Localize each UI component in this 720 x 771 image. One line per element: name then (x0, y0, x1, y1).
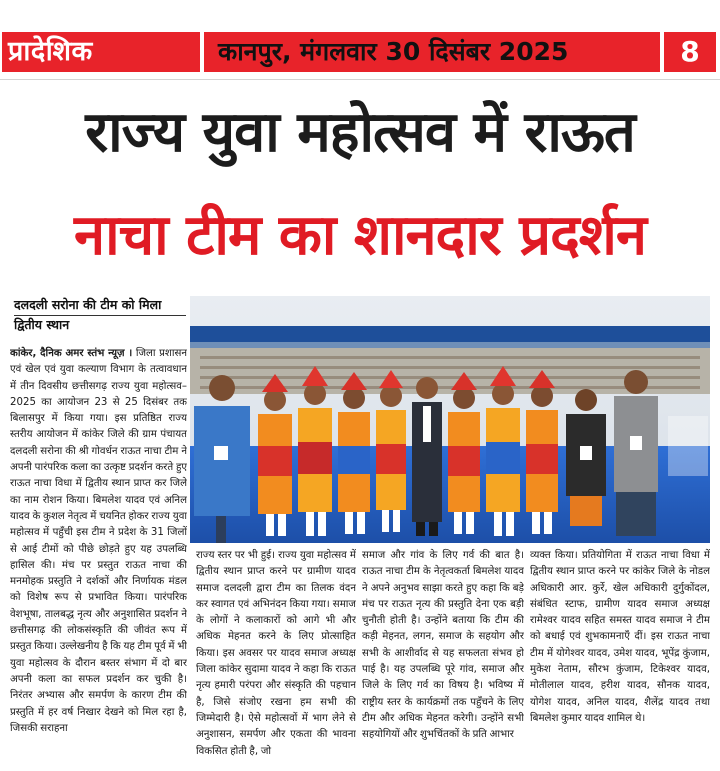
dateline: कानपुर, मंगलवार 30 दिसंबर 2025 (204, 32, 660, 72)
team-photo (190, 296, 710, 543)
header-divider (0, 79, 720, 80)
article-column-2: राज्य स्तर पर भी हुई। राज्य युवा महोत्सव में द्वितीय स्थान प्राप्त करने पर ग्रामीण यादव समाज दलदली द्वारा टीम का तिलक वंदन कर स्वागत एवं अभिनंदन किया गया। समाज के लोगों ने कलाकारों को आगे भी और अधिक मेहनत करने के लिए प्रोत्साहित किया। इस अवसर पर यादव समाज अध्यक्ष जिला कांकेर सुदामा यादव ने कहा कि राऊत नृत्य हमारी परंपरा और संस्कृति की पहचान है, जिसे संजोए रखना हम सभी की जिम्मेदारी है। ऐसे महोत्सवों में भाग लेने से अनुशासन, समर्पण और एकता की भावना विकसित होती है, जो (196, 550, 356, 757)
article-column-1 (10, 346, 187, 766)
page-number: 8 (664, 32, 716, 72)
masthead-bar (0, 30, 720, 74)
subheadline-line-1: दलदली सरोना की टीम को मिला (14, 297, 162, 312)
article-column-3: समाज और गांव के लिए गर्व की बात है। राऊत नाचा टीम के नेतृत्वकर्ता बिमलेश यादव ने अपने अनुभव साझा करते हुए कहा कि बड़े मंच पर राऊत नृत्य की प्रस्तुति देना एक बड़ी चुनौती होती है। उन्होंने बताया कि टीम की कड़ी मेहनत, लगन, समाज के सहयोग और सभी के आशीर्वाद से यह सफलता संभव हो पाई है। यह उपलब्धि पूरे गांव, समाज और जिले के लिए गर्व का विषय है। भविष्य में राष्ट्रीय स्तर के कार्यक्रमों तक पहुँचने के लिए टीम और अधिक मेहनत करेगी। उन्होंने सभी सहयोगियों और शुभचिंतकों के प्रति आभार (362, 550, 524, 741)
article-column-4: व्यक्त किया। प्रतियोगिता में राऊत नाचा विधा में द्वितीय स्थान प्राप्त करने पर कांकेर जिले के नोडल अधिकारी आर. कुर्रे, खेल अधिकारी दुर्गुकोंदल, संबंधित स्टाफ, ग्रामीण यादव समाज अध्यक्ष रामेश्वर यादव सहित समस्त यादव समाज ने टीम को बधाई एवं शुभकामनाएँ दीं। इस राऊत नाचा टीम में योगेश्वर यादव, उमेश यादव, भूपेंद्र कुंजाम, मुकेश नेताम, सौरभ कुंजाम, टिकेश्वर यादव, मोतीलाल यादव, हरीश यादव, सौनक यादव, योगेश यादव, अनिल यादव, शैलेंद्र यादव तथा बिमलेश कुमार यादव शामिल थे। (530, 550, 710, 724)
article-text-col1: जिला प्रशासन एवं खेल एवं युवा कल्याण विभाग के तत्वावधान में तीन दिवसीय छत्तीसगढ़ राज्य युवा महोत्सव–2025 का आयोजन 23 से 25 दिसंबर तक बिलासपुर में किया गया। इस प्रतिष्ठित राज्य स्तरीय आयोजन में कांकेर जिले की ग्राम पंचायत दलदली सरोना की श्री गोवर्धन राऊत नाचा टीम ने अपनी पारंपरिक कला का उत्कृष्ट प्रदर्शन करते हुए राऊत नाचा विधा में द्वितीय स्थान प्राप्त कर जिले का नाम रोशन किया। बिमलेश यादव एवं अनिल यादव के कुशल नेतृत्व में चयनित होकर राज्य युवा महोत्सव में पहुँची इस टीम ने प्रदेश के 31 जिलों से आई टीमों को पीछे छोड़ते हुए यह उपलब्धि हासिल की। मंच पर प्रस्तुत राऊत नाचा की मनमोहक प्रस्तुति ने दर्शकों और निर्णायक मंडल को विशेष रूप से प्रभावित किया। पारंपरिक वेशभूषा, तालबद्ध नृत्य और अनुशासित प्रदर्शन ने छत्तीसगढ़ की लोकसंस्कृति की जीवंत रूप में प्रस्तुत किया। उल्लेखनीय है कि यह टीम पूर्व में भी युवा महोत्सव के दौरान बस्तर संभाग में दो बार अपनी कला का सफल प्रदर्शन कर चुकी है। निरंतर अभ्यास और समर्पण के कारण टीम की प्रस्तुति में हर वर्ष निखार देखने को मिल रहा है, जिसकी सराहना (10, 348, 187, 734)
team-photo-illustration (190, 296, 710, 543)
subheadline-line-2: द्वितीय स्थान (14, 317, 70, 332)
section-label: प्रादेशिक (2, 32, 200, 72)
headline-line-2: नाचा टीम का शानदार प्रदर्शन (74, 203, 646, 268)
subheadline-block (14, 296, 186, 333)
article-byline: कांकेर, दैनिक अमर स्तंभ न्यूज़ । (10, 348, 133, 359)
headline-line-1: राज्य युवा महोत्सव में राऊत (85, 100, 635, 165)
